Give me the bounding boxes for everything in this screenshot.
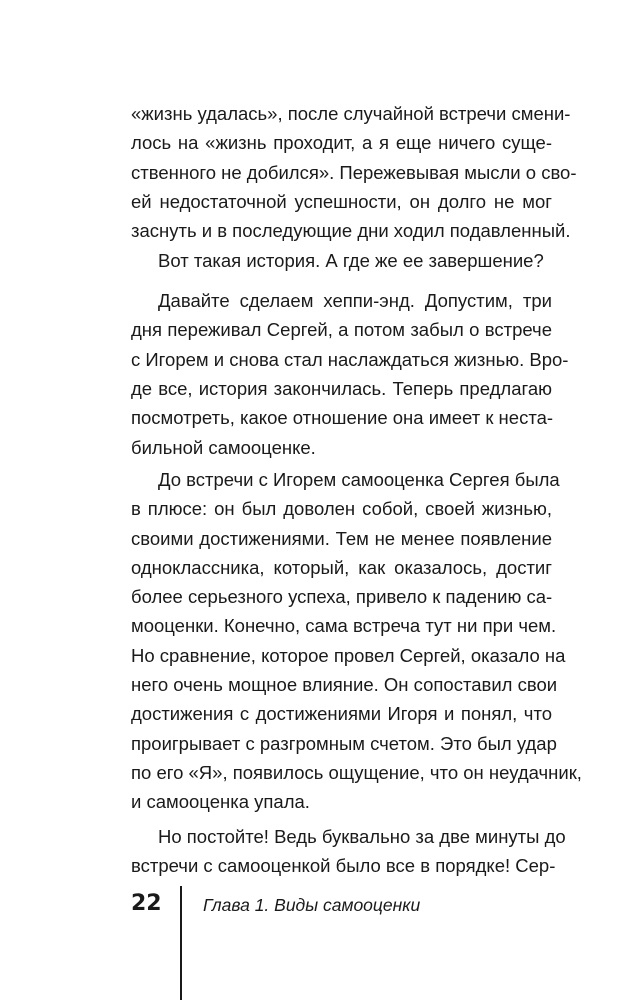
text-line: более серьезного успеха, привело к падению са- xyxy=(131,586,553,607)
text-line: лось на «жизнь проходит, а я еще ничего суще- xyxy=(131,132,552,153)
text-line: достижения с достижениями Игоря и понял, что xyxy=(131,703,552,724)
text-line: Но сравнение, которое провел Сергей, оказало на xyxy=(131,645,566,666)
text-line: дня переживал Сергей, а потом забыл о встрече xyxy=(131,319,552,340)
footer-divider xyxy=(180,886,182,1000)
text-line: заснуть и в последующие дни ходил подавленный. xyxy=(131,220,571,241)
text-line: Но постойте! Ведь буквально за две минуты до xyxy=(158,826,566,847)
text-line: бильной самооценке. xyxy=(131,437,316,458)
running-head: Глава 1. Виды самооценки xyxy=(203,895,421,915)
text-line: ственного не добился». Пережевывая мысли о сво- xyxy=(131,162,577,183)
text-line: мооценки. Конечно, сама встреча тут ни при чем. xyxy=(131,615,557,636)
page-number: 22 xyxy=(131,891,162,916)
text-line: одноклассника, который, как оказалось, достиг xyxy=(131,557,552,578)
text-line: него очень мощное влияние. Он сопоставил свои xyxy=(131,674,558,695)
text-line: Вот такая история. А где же ее завершение? xyxy=(158,250,544,271)
text-line: с Игорем и снова стал наслаждаться жизнью. Вро- xyxy=(131,349,569,370)
text-line: посмотреть, какое отношение она имеет к неста- xyxy=(131,407,554,428)
text-line: Давайте сделаем хеппи-энд. Допустим, три xyxy=(158,290,552,311)
text-line: ей недостаточной успешности, он долго не мог xyxy=(131,191,552,212)
text-line: встречи с самооценкой было все в порядке! Сер- xyxy=(131,855,556,876)
text-line: «жизнь удалась», после случайной встречи смени- xyxy=(131,103,571,124)
text-line: де все, история закончилась. Теперь предлагаю xyxy=(131,378,552,399)
text-line: проигрывает с разгромным счетом. Это был удар xyxy=(131,733,557,754)
text-line: в плюсе: он был доволен собой, своей жизнью, xyxy=(131,498,552,519)
text-line: и самооценка упала. xyxy=(131,791,310,812)
text-line: своими достижениями. Тем не менее появление xyxy=(131,528,552,549)
text-line: по его «Я», появилось ощущение, что он неудачник, xyxy=(131,762,582,783)
text-line: До встречи с Игорем самооценка Сергея была xyxy=(158,469,560,490)
